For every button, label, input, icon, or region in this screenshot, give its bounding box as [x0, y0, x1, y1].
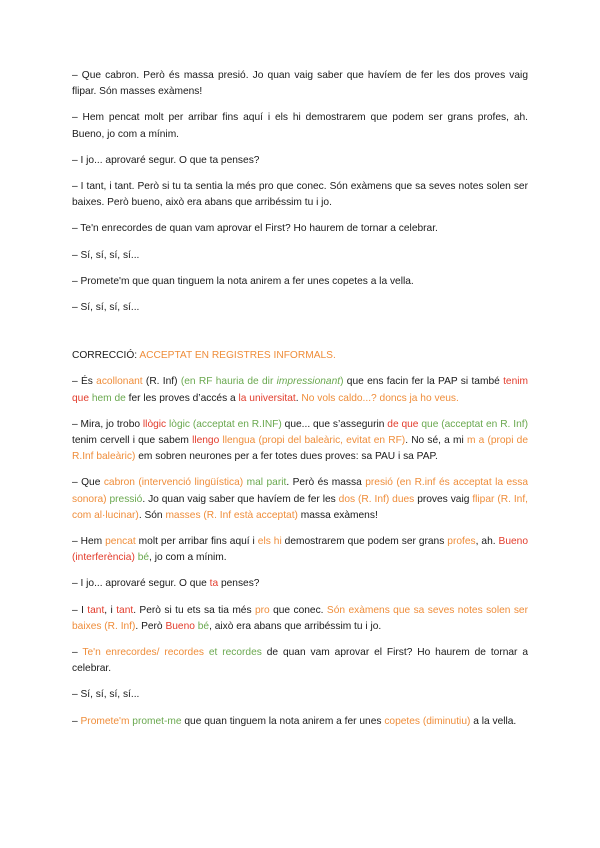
- dialogue-line: – I tant, i tant. Però si tu ta sentia la més pro que conec. Són exàmens que sa seves notes solen ser baixes. Però bueno, això era abans que arribéssim tu i jo.: [72, 181, 528, 209]
- text-run: que ens facin fer la PAP si també: [343, 376, 504, 388]
- dialogue-line: – Sí, sí, sí, sí...: [72, 302, 140, 314]
- text-run: , jo com a mínim.: [149, 552, 227, 564]
- correction-mark: impressionant: [276, 376, 341, 388]
- correction-mark: bé: [197, 620, 210, 632]
- correction-title: ACCEPTAT EN REGISTRES INFORMALS.: [139, 350, 336, 362]
- correction-label: CORRECCIÓ:: [72, 350, 140, 362]
- correction-mark: dos (R. Inf) dues: [338, 493, 415, 505]
- correction-mark: ): [340, 376, 344, 388]
- text-run: . Però és massa: [286, 477, 366, 489]
- correction-mark: pro: [254, 604, 270, 616]
- correction-mark: llògic: [142, 418, 167, 430]
- correction-mark: et recordes: [208, 647, 262, 659]
- text-run: –: [72, 715, 81, 727]
- correction-mark: bé: [137, 552, 150, 564]
- text-run: molt per arribar fins aquí i: [135, 536, 258, 548]
- correction-mark: cabron (intervenció lingüística): [103, 477, 244, 489]
- corrected-line: [72, 475, 528, 524]
- text-run: . Són: [138, 509, 166, 521]
- correction-mark: tant: [87, 604, 105, 616]
- correction-mark: promet-me: [132, 715, 182, 727]
- text-run: . No sé, a mi: [405, 435, 467, 447]
- correction-mark: tenim que: [72, 376, 528, 404]
- correction-mark: de que: [387, 418, 419, 430]
- text-run: –: [72, 647, 83, 659]
- dialogue-line: – Sí, sí, sí, sí...: [72, 249, 140, 261]
- text-run: (R. Inf): [142, 376, 181, 388]
- text-run: – Hem: [72, 536, 106, 548]
- text-run: .: [295, 392, 302, 404]
- correction-mark: presió (en R.inf és acceptat la essa sonora): [72, 477, 528, 505]
- corrected-line: [72, 714, 528, 730]
- corrected-line: [72, 374, 528, 406]
- text-run: tenim cervell i que sabem: [72, 435, 193, 447]
- corrected-line: [72, 645, 528, 677]
- correction-mark: la universitat: [238, 392, 296, 404]
- text-run: que quan tinguem la nota anirem a fer unes: [181, 715, 385, 727]
- correction-mark: acollonant: [96, 376, 143, 388]
- dialogue-line: – Promete'm que quan tinguem la nota anirem a fer unes copetes a la vella.: [72, 275, 414, 287]
- text-run: – Mira, jo trobo: [72, 418, 143, 430]
- corrected-line: [72, 576, 528, 592]
- correction-mark: (en RF hauria de dir: [180, 376, 277, 388]
- text-run: – I jo... aprovaré segur. O que: [72, 578, 210, 590]
- dialogue-line: – Hem pencat molt per arribar fins aquí i els hi demostrarem que podem ser grans profes, ah. Bueno, jo com a mínim.: [72, 112, 528, 140]
- text-run: demostrarem que podem ser grans: [281, 536, 448, 548]
- correction-mark: Promete'm: [80, 715, 130, 727]
- text-run: – I: [72, 604, 88, 616]
- dialogue-line: – Te'n enrecordes de quan vam aprovar el First? Ho haurem de tornar a celebrar.: [72, 223, 438, 235]
- correction-mark: llengo: [192, 435, 220, 447]
- correction-mark: Són exàmens que sa seves notes solen ser baixes (R. Inf): [72, 604, 528, 632]
- text-run: . Però: [135, 620, 166, 632]
- text-run: que... que s’assegurin: [281, 418, 388, 430]
- text-run: a la vella.: [470, 715, 517, 727]
- correction-mark: No vols caldo...? doncs ja ho veus.: [301, 392, 459, 404]
- correction-mark: pencat: [105, 536, 136, 548]
- text-run: . Però si tu ets sa tia més: [133, 604, 255, 616]
- text-run: – Sí, sí, sí, sí...: [72, 689, 140, 701]
- text-run: . Jo quan vaig saber que havíem de fer les: [142, 493, 339, 505]
- correction-mark: hem de: [91, 392, 126, 404]
- corrected-line: [72, 603, 528, 635]
- text-run: – Que: [72, 477, 104, 489]
- correction-mark: Te'n enrecordes/ recordes: [82, 647, 204, 659]
- section-gap: [72, 326, 528, 348]
- text-run: fer les proves d’accés a: [125, 392, 239, 404]
- correction-mark: llengua (propi del baleàric, evitat en RF): [222, 435, 406, 447]
- correction-mark: copetes (diminutiu): [384, 715, 471, 727]
- text-run: , això era abans que arribéssim tu i jo.: [209, 620, 382, 632]
- correction-mark: que (acceptat en R. Inf): [421, 418, 528, 430]
- corrected-dialogue: [72, 374, 528, 729]
- corrected-line: [72, 534, 528, 566]
- correction-mark: Bueno: [165, 620, 195, 632]
- correction-mark: masses (R. Inf està acceptat): [165, 509, 298, 521]
- correction-mark: ta: [209, 578, 219, 590]
- text-run: , i: [104, 604, 117, 616]
- original-dialogue: [72, 68, 528, 316]
- text-run: penses?: [218, 578, 260, 590]
- correction-mark: mal parit: [246, 477, 287, 489]
- correction-mark: m a (propi de R.Inf baleàric): [72, 435, 528, 463]
- dialogue-line: – Que cabron. Però és massa presió. Jo quan vaig saber que havíem de fer les dos proves vaig flipar. Són masses exàmens!: [72, 70, 528, 98]
- dialogue-line: – I jo... aprovaré segur. O que ta penses?: [72, 154, 260, 166]
- text-run: – És: [72, 376, 97, 388]
- text-run: massa exàmens!: [297, 509, 378, 521]
- correction-mark: els hi: [257, 536, 282, 548]
- text-run: que conec.: [269, 604, 327, 616]
- correction-heading: [72, 348, 528, 364]
- correction-mark: Bueno (interferència): [72, 536, 528, 564]
- document-body: [72, 68, 528, 740]
- text-run: proves vaig: [414, 493, 473, 505]
- text-run: de quan vam aprovar el First? Ho haurem de tornar a celebrar.: [72, 647, 528, 675]
- text-run: em sobren neurones per a fer totes dues proves: sa PAU i sa PAP.: [135, 451, 438, 463]
- correction-mark: pressió: [109, 493, 143, 505]
- correction-mark: profes: [447, 536, 476, 548]
- correction-mark: flipar (R. Inf, com al·lucinar): [72, 493, 528, 521]
- correction-mark: tant: [116, 604, 134, 616]
- text-run: , ah.: [475, 536, 499, 548]
- corrected-line: [72, 687, 528, 703]
- correction-mark: lògic (acceptat en R.INF): [169, 418, 282, 430]
- corrected-line: [72, 417, 528, 466]
